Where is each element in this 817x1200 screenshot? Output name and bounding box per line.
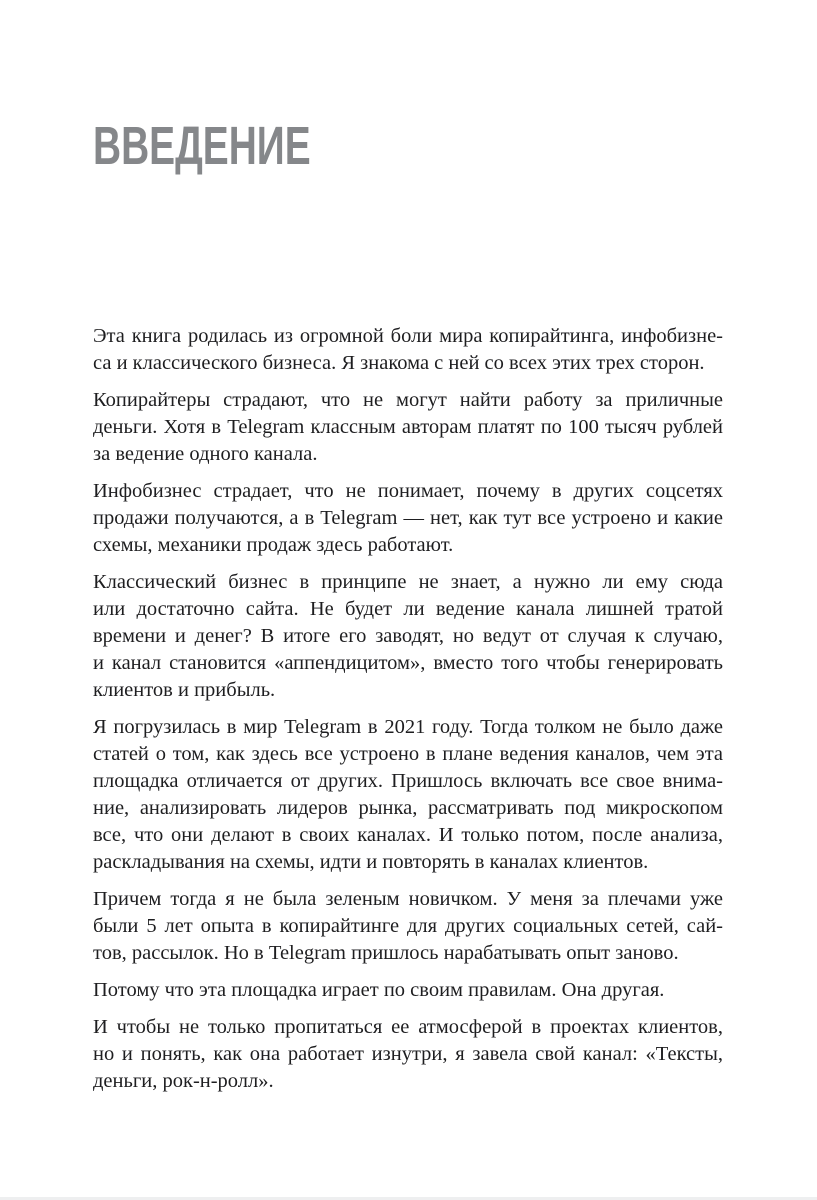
paragraph (93, 478, 723, 559)
text-line: ние, анализировать лидеров рынка, рассматривать под микроскопом (93, 797, 723, 819)
text-line: Копирайтеры страдают, что не могут найти работу за приличные (93, 389, 723, 411)
paragraph (93, 569, 723, 704)
paragraph (93, 323, 723, 377)
text-line: времени и денег? В итоге его заводят, но ведут от случая к случаю, (93, 625, 723, 647)
paragraph (93, 714, 723, 876)
text-line: статей о том, как здесь все устроено в плане ведения каналов, чем эта (93, 743, 723, 765)
text-line: продажи получаются, а в Telegram — нет, как тут все устроено и какие (93, 507, 723, 529)
text-line: Эта книга родилась из огромной боли мира копирайтинга, инфобизне- (93, 325, 723, 347)
text-line: деньги. Хотя в Telegram классным авторам платят по 100 тысяч рублей (93, 416, 723, 438)
text-line: Инфобизнес страдает, что не понимает, почему в других соцсетях (93, 480, 723, 502)
text-line: схемы, механики продаж здесь работают. (93, 534, 454, 556)
paragraph (93, 886, 723, 967)
paragraph (93, 387, 723, 468)
text-line: деньги, рок-н-ролл». (93, 1070, 274, 1092)
text-line: но и понять, как она работает изнутри, я завела свой канал: «Тексты, (93, 1043, 723, 1065)
text-line: И чтобы не только пропитаться ее атмосферой в проектах клиентов, (93, 1016, 723, 1038)
text-line: клиентов и прибыль. (93, 679, 276, 701)
text-line: и канал становится «аппендицитом», вместо того чтобы генерировать (93, 652, 723, 674)
text-line: Я погрузилась в мир Telegram в 2021 году. Тогда толком не было даже (93, 716, 723, 738)
text-line: все, что они делают в своих каналах. И только потом, после анализа, (93, 824, 723, 846)
text-line: са и классического бизнеса. Я знакома с ней со всех этих трех сторон. (93, 352, 705, 374)
text-line: или достаточно сайта. Не будет ли ведение канала лишней тратой (93, 598, 723, 620)
body-text (93, 323, 723, 1105)
text-line: тов, рассылок. Но в Telegram пришлось нарабатывать опыт заново. (93, 942, 679, 964)
text-line: площадка отличается от других. Пришлось включать все свое внима- (93, 770, 723, 792)
paragraph (93, 977, 723, 1004)
text-line: Классический бизнес в принципе не знает, а нужно ли ему сюда (93, 571, 723, 593)
paragraph (93, 1014, 723, 1095)
text-line: раскладывания на схемы, идти и повторять в каналах клиентов. (93, 851, 649, 873)
text-line: Причем тогда я не была зеленым новичком. У меня за плечами уже (93, 888, 723, 910)
text-line: были 5 лет опыта в копирайтинге для других социальных сетей, сай- (93, 915, 723, 937)
text-line: Потому что эта площадка играет по своим правилам. Она другая. (93, 979, 665, 1001)
chapter-heading: ВВЕДЕНИЕ (93, 116, 311, 176)
text-line: за ведение одного канала. (93, 443, 318, 465)
